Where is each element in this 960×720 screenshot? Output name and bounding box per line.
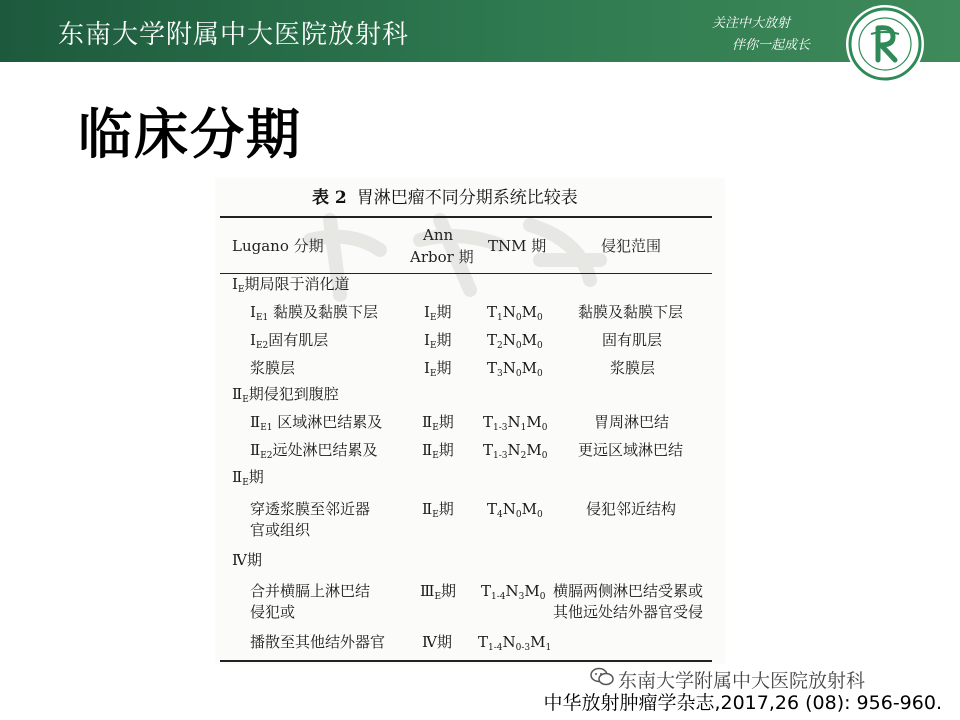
table-row-lugano: 合并横膈上淋巴结 [250, 582, 371, 600]
header-tnm: TNM 期 [488, 237, 547, 255]
table-row-lugano: Ⅳ期 [232, 551, 262, 569]
header-range: 侵犯范围 [601, 237, 662, 255]
table-row-range: 黏膜及黏膜下层 [578, 303, 684, 321]
table-row-range: 固有肌层 [602, 331, 663, 349]
table-row-range: 更远区域淋巴结 [578, 441, 684, 459]
table-row-tnm: $T_2N_0M_0$ [487, 331, 543, 351]
table-row-lugano: 浆膜层 [250, 359, 296, 377]
table-row-lugano: $Ⅰ_{E1}$ 黏膜及黏膜下层 [250, 303, 379, 323]
table-row-tnm: $T_3N_0M_0$ [487, 359, 543, 379]
header-ann-arbor-line2: Arbor 期 [410, 248, 474, 266]
table-row-lugano: $Ⅱ_E$期侵犯到腹腔 [232, 385, 339, 405]
table-caption-text: 胃淋巴瘤不同分期系统比较表 [356, 188, 578, 208]
table-row-ann: $Ⅱ_E$期 [422, 500, 454, 520]
table-row-lugano: 穿透浆膜至邻近器 [250, 500, 371, 518]
table-row-ann: $Ⅰ_E$期 [424, 359, 452, 379]
table-row-tnm: $T_{1-4}N_3M_0$ [481, 582, 546, 602]
footer-watermark-text: 东南大学附属中大医院放射科 [618, 670, 866, 692]
table-row-tnm: $T_{1-3}N_2M_0$ [483, 441, 548, 461]
table-row-range: 浆膜层 [610, 359, 656, 377]
table-row-tnm: $T_{1-4}N_{0-3}M_1$ [478, 633, 552, 653]
table-row-ann: $Ⅱ_E$期 [422, 441, 454, 461]
slogan-line-1: 关注中大放射 [712, 16, 791, 31]
table-row-tnm: $T_1N_0M_0$ [487, 303, 543, 323]
header-ann-arbor-line1: Ann [423, 226, 454, 244]
slide-title: 临床分期 [78, 103, 302, 166]
table-top-rule [220, 216, 712, 218]
table-row-ann: $Ⅲ_E$期 [420, 582, 457, 602]
hospital-seal-logo-icon [845, 4, 925, 84]
table-row-range: 其他远处结外器官受侵 [553, 603, 704, 621]
table-row-lugano: $Ⅱ_E$期 [232, 468, 264, 488]
table-row-ann: $Ⅰ_E$期 [424, 331, 452, 351]
table-row-range: 横膈两侧淋巴结受累或 [553, 582, 704, 600]
table-caption [312, 183, 578, 208]
table-row-lugano: 侵犯或 [250, 603, 296, 621]
table-row-lugano: $Ⅰ_E$期局限于消化道 [232, 275, 350, 295]
table-row-tnm: $T_{1-3}N_1M_0$ [483, 413, 548, 433]
header-title: 东南大学附属中大医院放射科 [58, 20, 410, 50]
slogan-line-2: 伴你一起成长 [732, 38, 811, 53]
table-row-ann: Ⅳ期 [422, 633, 452, 651]
table-row-range: 侵犯邻近结构 [586, 500, 677, 518]
table-row-lugano: $Ⅰ_{E2}$固有肌层 [250, 331, 329, 351]
table-row-lugano: $Ⅱ_{E1}$ 区域淋巴结累及 [250, 413, 383, 433]
wechat-icon [590, 667, 614, 687]
table-bottom-rule [220, 660, 712, 662]
table-row-tnm: $T_4N_0M_0$ [487, 500, 543, 520]
table-row-lugano: 播散至其他结外器官 [250, 633, 386, 651]
table-row-lugano: $Ⅱ_{E2}$远处淋巴结累及 [250, 441, 378, 461]
table-row-ann: $Ⅱ_E$期 [422, 413, 454, 433]
table-row-lugano: 官或组织 [250, 521, 311, 539]
header-bar [0, 0, 960, 62]
table-row-ann: $Ⅰ_E$期 [424, 303, 452, 323]
table-row-range: 胃周淋巴结 [594, 413, 670, 431]
table-number: 表 2 [312, 188, 347, 208]
header-lugano: Lugano 分期 [232, 237, 324, 255]
citation: 中华放射肿瘤学杂志,2017,26 (08): 956-960. [543, 692, 942, 714]
